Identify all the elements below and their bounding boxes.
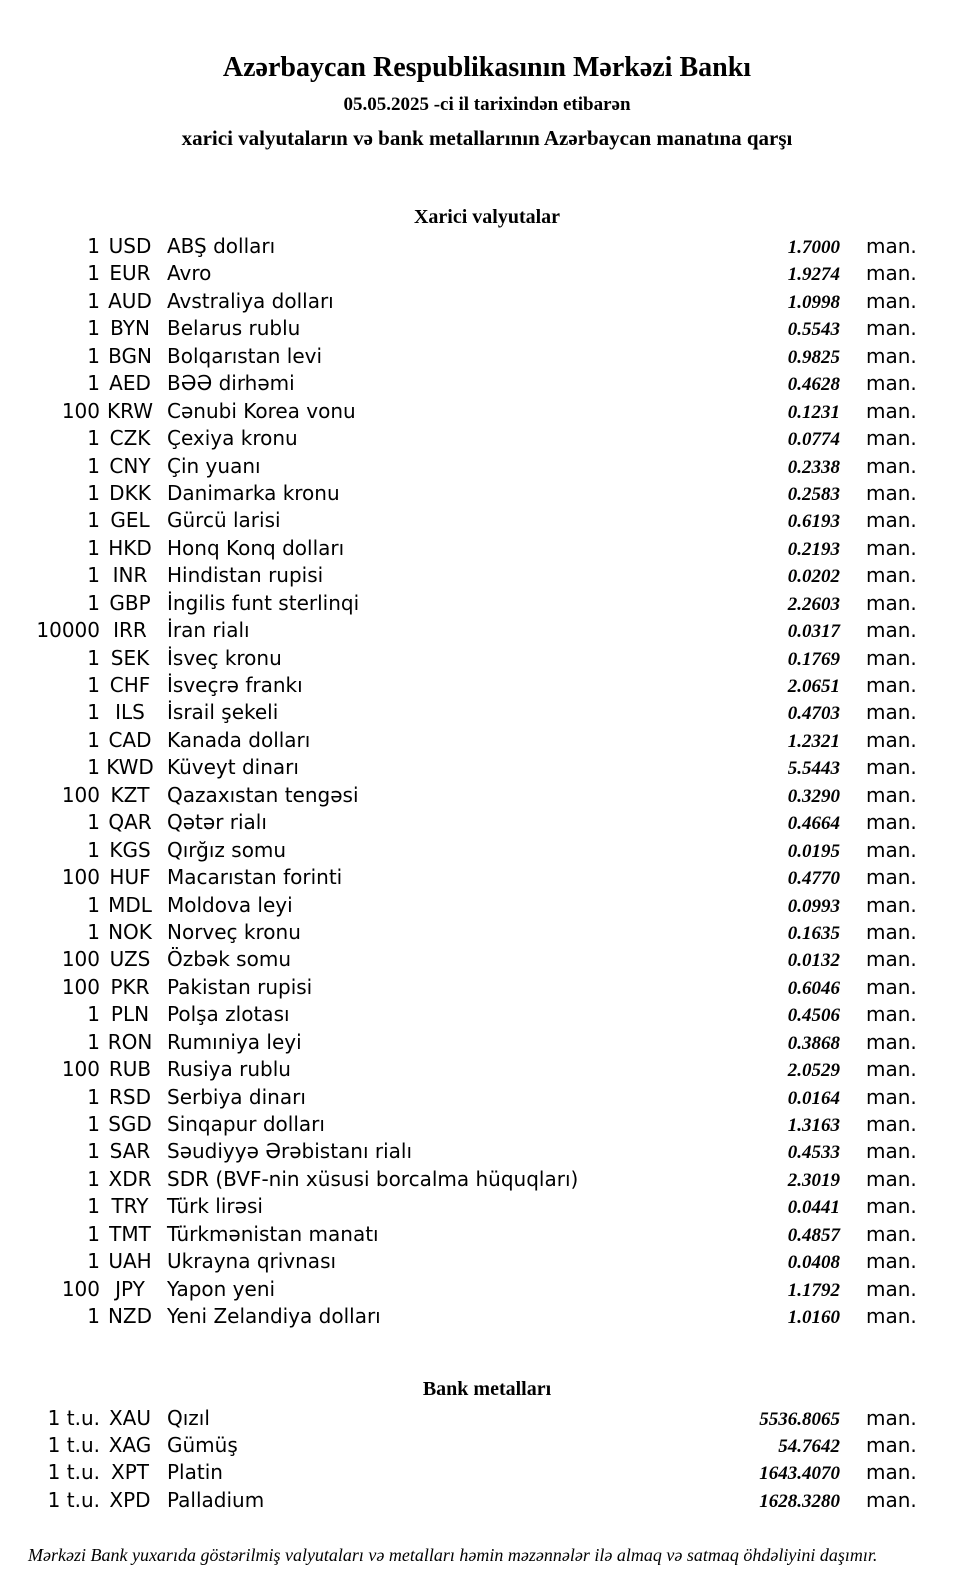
- rate-row: [0, 864, 974, 891]
- manat-unit-label: man.: [866, 755, 917, 780]
- currency-name: Palladium: [167, 1487, 265, 1512]
- rate-value: 1628.3280: [759, 1490, 840, 1512]
- rate-value: 1.2321: [787, 730, 840, 752]
- manat-unit-label: man.: [866, 508, 917, 533]
- currency-name: Sinqapur dolları: [167, 1112, 325, 1136]
- quantity-value: 100: [61, 1057, 100, 1082]
- quantity-value: 1: [87, 590, 100, 615]
- rate-value: 0.6046: [787, 977, 840, 999]
- manat-unit-label: man.: [866, 919, 917, 944]
- currency-name: İsrail şekeli: [167, 700, 279, 725]
- currency-code: XDR: [108, 1166, 152, 1191]
- currency-code: RSD: [109, 1084, 151, 1109]
- rate-value: 1643.4070: [759, 1463, 840, 1485]
- metals-section-title: Bank metalları: [422, 1377, 552, 1400]
- manat-unit-label: man.: [866, 453, 917, 478]
- rate-row: [0, 1276, 974, 1303]
- quantity-value: 1: [87, 892, 100, 917]
- manat-unit-label: man.: [866, 700, 917, 725]
- manat-unit-label: man.: [866, 947, 917, 972]
- rate-value: 0.2338: [787, 456, 840, 478]
- rate-row: [0, 1001, 974, 1028]
- manat-unit-label: man.: [866, 782, 917, 807]
- rate-row: [0, 727, 974, 754]
- rate-value: 0.0993: [787, 895, 840, 917]
- currency-code: AUD: [108, 288, 152, 313]
- currency-code: XAU: [108, 1405, 152, 1430]
- manat-unit-label: man.: [866, 1139, 917, 1164]
- currency-code: NZD: [107, 1304, 153, 1329]
- currency-name: Yapon yeni: [167, 1276, 276, 1301]
- manat-unit-label: man.: [866, 316, 917, 341]
- rate-value: 2.0651: [787, 676, 840, 697]
- rate-row: [0, 754, 974, 781]
- rate-row: [0, 535, 974, 562]
- quantity-value: 1: [87, 1166, 100, 1191]
- rate-value: 0.4664: [787, 813, 840, 835]
- rate-value: 2.0529: [787, 1060, 840, 1082]
- manat-unit-label: man.: [866, 288, 917, 313]
- currency-name: Ukrayna qrivnası: [167, 1249, 337, 1274]
- manat-unit-label: man.: [866, 1057, 917, 1082]
- quantity-value: 10000: [36, 618, 100, 643]
- currency-name: Çin yuanı: [167, 453, 261, 478]
- manat-unit-label: man.: [866, 1002, 917, 1027]
- manat-unit-label: man.: [866, 1304, 917, 1329]
- rate-row: [0, 1138, 974, 1165]
- rate-value: 1.3163: [787, 1115, 840, 1136]
- manat-unit-label: man.: [866, 261, 917, 286]
- rate-row: [0, 343, 974, 370]
- quantity-value: 1: [87, 343, 100, 368]
- manat-unit-label: man.: [866, 892, 917, 917]
- quantity-value: 1 t.u.: [47, 1487, 100, 1512]
- currency-code: EUR: [109, 261, 151, 286]
- currency-name: Qızıl: [167, 1405, 210, 1430]
- rate-row: [0, 1303, 974, 1330]
- quantity-value: 100: [61, 947, 100, 972]
- manat-unit-label: man.: [866, 1432, 917, 1457]
- rate-value: 0.0441: [787, 1197, 840, 1219]
- rate-row: [0, 1221, 974, 1248]
- currency-code: INR: [112, 563, 148, 588]
- currency-code: SGD: [108, 1112, 152, 1136]
- rate-value: 0.4770: [787, 868, 840, 890]
- rate-row: [0, 425, 974, 452]
- effective-date-line: 05.05.2025 -ci il tarixindən etibarən: [343, 94, 631, 115]
- manat-unit-label: man.: [866, 535, 917, 560]
- currency-name: Belarus rublu: [167, 316, 301, 341]
- currency-name: Bolqarıstan levi: [167, 343, 323, 368]
- rate-row: [0, 1487, 974, 1514]
- disclaimer-note: Mərkəzi Bank yuxarıda göstərilmiş valyutaları və metalları həmin məzənnələr ilə almaq və satmaq öhdəliyini daşımır.: [28, 1545, 878, 1566]
- currency-code: USD: [108, 234, 152, 258]
- rate-value: 0.0164: [787, 1087, 840, 1109]
- currency-code: TMT: [109, 1221, 151, 1246]
- rate-row: [0, 1056, 974, 1083]
- currency-code: CAD: [108, 727, 152, 752]
- rate-value: 0.4703: [787, 703, 840, 725]
- currency-name: İsveç kronu: [167, 645, 282, 670]
- currency-code: HKD: [108, 535, 152, 560]
- quantity-value: 1: [87, 1304, 100, 1329]
- currency-name: Qətər rialı: [167, 810, 267, 835]
- rate-value: 0.4628: [787, 374, 840, 396]
- rate-value: 0.2583: [787, 483, 840, 505]
- quantity-value: 1: [87, 1029, 100, 1054]
- quantity-value: 1: [87, 261, 100, 286]
- quantity-value: 1: [87, 810, 100, 835]
- rate-value: 0.1231: [787, 401, 840, 423]
- quantity-value: 1: [87, 1112, 100, 1136]
- currency-name: Cənubi Korea vonu: [167, 398, 356, 423]
- currency-code: BYN: [110, 316, 150, 341]
- currency-code: SAR: [109, 1139, 151, 1164]
- currency-name: Gümüş: [167, 1432, 238, 1457]
- rate-value: 0.0317: [787, 621, 840, 643]
- rate-value: 0.1635: [787, 922, 840, 944]
- currency-code: UZS: [109, 947, 151, 972]
- currency-name: Türkmənistan manatı: [167, 1221, 379, 1246]
- rate-value: 0.0202: [787, 566, 840, 588]
- manat-unit-label: man.: [866, 1405, 917, 1430]
- currency-name: SDR (BVF-nin xüsusi borcalma hüquqları): [167, 1166, 579, 1191]
- rate-value: 2.2603: [787, 593, 840, 615]
- rate-row: [0, 562, 974, 589]
- currency-code: JPY: [115, 1276, 145, 1301]
- quantity-value: 1: [87, 1002, 100, 1027]
- quantity-value: 1 t.u.: [47, 1405, 100, 1430]
- manat-unit-label: man.: [866, 673, 917, 697]
- currency-code: MDL: [108, 892, 152, 917]
- manat-unit-label: man.: [866, 837, 917, 862]
- currency-name: Çexiya kronu: [167, 426, 298, 451]
- currency-code: KGS: [109, 837, 151, 862]
- manat-unit-label: man.: [866, 645, 917, 670]
- rate-row: [0, 699, 974, 726]
- currency-code: CNY: [109, 453, 151, 478]
- currency-name: Macarıstan forinti: [167, 865, 343, 890]
- quantity-value: 1: [87, 919, 100, 944]
- rate-row: [0, 837, 974, 864]
- quantity-value: 100: [61, 865, 100, 890]
- rate-value: 2.3019: [787, 1169, 840, 1191]
- rate-value: 0.3290: [787, 785, 840, 807]
- rate-row: [0, 1029, 974, 1056]
- quantity-value: 1: [87, 453, 100, 478]
- currency-name: Danimarka kronu: [167, 480, 340, 505]
- currency-code: GEL: [110, 508, 150, 533]
- quantity-value: 100: [61, 782, 100, 807]
- quantity-value: 1: [87, 645, 100, 670]
- currency-name: Platin: [167, 1460, 223, 1485]
- currency-name: Hindistan rupisi: [167, 563, 324, 588]
- rate-value: 0.2193: [787, 538, 840, 560]
- rate-row: [0, 398, 974, 425]
- manat-unit-label: man.: [866, 810, 917, 835]
- currency-code: PLN: [110, 1002, 150, 1027]
- quantity-value: 1: [87, 837, 100, 862]
- currency-name: Qırğız somu: [167, 837, 287, 862]
- quantity-value: 100: [61, 398, 100, 423]
- quantity-value: 1: [87, 480, 100, 505]
- quantity-value: 1: [87, 234, 100, 258]
- currency-code: HUF: [109, 865, 151, 890]
- rate-value: 0.4506: [787, 1005, 840, 1027]
- rate-row: [0, 315, 974, 342]
- currency-name: Moldova leyi: [167, 892, 293, 917]
- currency-code: PKR: [110, 974, 150, 999]
- currency-name: İngilis funt sterlinqi: [167, 590, 360, 615]
- currencies-table: [0, 233, 974, 1331]
- manat-unit-label: man.: [866, 1487, 917, 1512]
- rate-row: [0, 1111, 974, 1138]
- rate-row: [0, 1432, 974, 1459]
- rate-row: [0, 233, 974, 260]
- currency-name: Özbək somu: [167, 947, 291, 972]
- currency-name: ABŞ dolları: [167, 234, 276, 258]
- manat-unit-label: man.: [866, 1166, 917, 1191]
- currency-code: DKK: [109, 480, 151, 505]
- rate-value: 0.3868: [787, 1032, 840, 1054]
- manat-unit-label: man.: [866, 563, 917, 588]
- manat-unit-label: man.: [866, 398, 917, 423]
- rate-value: 1.9274: [787, 264, 840, 286]
- quantity-value: 1: [87, 1249, 100, 1274]
- rate-value: 0.4533: [787, 1142, 840, 1164]
- currency-name: Avro: [167, 261, 212, 286]
- manat-unit-label: man.: [866, 618, 917, 643]
- currency-name: Serbiya dinarı: [167, 1084, 306, 1109]
- currency-name: Türk lirəsi: [167, 1194, 263, 1219]
- currency-code: NOK: [108, 919, 152, 944]
- manat-unit-label: man.: [866, 1249, 917, 1274]
- currency-name: BƏƏ dirhəmi: [167, 371, 295, 396]
- rate-row: [0, 1405, 974, 1432]
- currency-code: KZT: [110, 782, 150, 807]
- manat-unit-label: man.: [866, 1460, 917, 1485]
- rate-row: [0, 453, 974, 480]
- rate-row: [0, 919, 974, 946]
- quantity-value: 1: [87, 727, 100, 752]
- currency-code: XPD: [109, 1487, 151, 1512]
- rate-row: [0, 1193, 974, 1220]
- manat-unit-label: man.: [866, 1276, 917, 1301]
- currency-code: XPT: [111, 1460, 149, 1485]
- currency-code: KRW: [107, 398, 153, 423]
- rate-value: 0.6193: [787, 511, 840, 533]
- manat-unit-label: man.: [866, 371, 917, 396]
- rate-row: [0, 672, 974, 699]
- currency-name: Səudiyyə Ərəbistanı rialı: [167, 1139, 413, 1164]
- currency-code: BGN: [108, 343, 152, 368]
- quantity-value: 1: [87, 1194, 100, 1219]
- currency-code: QAR: [108, 810, 152, 835]
- rate-value: 0.9825: [787, 346, 840, 368]
- rate-value: 0.4857: [787, 1224, 840, 1246]
- rate-row: [0, 782, 974, 809]
- quantity-value: 1: [87, 316, 100, 341]
- rate-value: 0.0195: [787, 840, 840, 862]
- quantity-value: 1 t.u.: [47, 1460, 100, 1485]
- rate-row: [0, 809, 974, 836]
- quantity-value: 1: [87, 426, 100, 451]
- currency-code: IRR: [113, 618, 147, 643]
- rate-row: [0, 370, 974, 397]
- rate-value: 1.7000: [787, 237, 840, 258]
- quantity-value: 1: [87, 1221, 100, 1246]
- currency-name: Küveyt dinarı: [167, 755, 299, 780]
- quantity-value: 100: [61, 1276, 100, 1301]
- currency-name: İran rialı: [167, 618, 250, 643]
- rate-value: 0.0132: [787, 950, 840, 972]
- rate-row: [0, 617, 974, 644]
- quantity-value: 1: [87, 288, 100, 313]
- scope-line: xarici valyutaların və bank metallarının Azərbaycan manatına qarşı: [181, 126, 793, 150]
- currency-name: Kanada dolları: [167, 727, 311, 752]
- rate-row: [0, 1248, 974, 1275]
- currency-code: CHF: [109, 673, 151, 697]
- metals-table: [0, 1405, 974, 1515]
- manat-unit-label: man.: [866, 1194, 917, 1219]
- manat-unit-label: man.: [866, 1112, 917, 1136]
- currency-name: Rusiya rublu: [167, 1057, 291, 1082]
- quantity-value: 100: [61, 974, 100, 999]
- currency-code: AED: [109, 371, 151, 396]
- quantity-value: 1: [87, 700, 100, 725]
- manat-unit-label: man.: [866, 865, 917, 890]
- rate-value: 0.0408: [787, 1252, 840, 1274]
- quantity-value: 1: [87, 1139, 100, 1164]
- quantity-value: 1: [87, 371, 100, 396]
- currency-name: Yeni Zelandiya dolları: [167, 1304, 381, 1329]
- quantity-value: 1: [87, 563, 100, 588]
- rate-value: 5536.8065: [759, 1408, 840, 1430]
- manat-unit-label: man.: [866, 1084, 917, 1109]
- page-title: Azərbaycan Respublikasının Mərkəzi Bankı: [222, 52, 752, 83]
- currency-code: ILS: [115, 700, 145, 725]
- currency-name: Polşa zlotası: [167, 1002, 290, 1027]
- quantity-value: 1 t.u.: [47, 1432, 100, 1457]
- currency-code: CZK: [109, 426, 151, 451]
- manat-unit-label: man.: [866, 974, 917, 999]
- rate-row: [0, 892, 974, 919]
- quantity-value: 1: [87, 755, 100, 780]
- manat-unit-label: man.: [866, 1029, 917, 1054]
- currencies-section-title: Xarici valyutalar: [413, 206, 561, 228]
- rate-value: 54.7642: [778, 1435, 840, 1457]
- manat-unit-label: man.: [866, 343, 917, 368]
- rate-row: [0, 260, 974, 287]
- rate-value: 1.0160: [787, 1307, 840, 1329]
- currency-code: RUB: [108, 1057, 152, 1082]
- manat-unit-label: man.: [866, 727, 917, 752]
- currency-code: SEK: [110, 645, 150, 670]
- rate-row: [0, 974, 974, 1001]
- manat-unit-label: man.: [866, 480, 917, 505]
- currency-code: KWD: [106, 755, 154, 780]
- currency-name: İsveçrə frankı: [167, 673, 303, 697]
- currency-name: Gürcü larisi: [167, 508, 281, 533]
- manat-unit-label: man.: [866, 234, 917, 258]
- rate-row: [0, 1084, 974, 1111]
- rate-row: [0, 590, 974, 617]
- manat-unit-label: man.: [866, 1221, 917, 1246]
- currency-code: UAH: [108, 1249, 152, 1274]
- currency-code: RON: [107, 1029, 153, 1054]
- rate-value: 5.5443: [787, 758, 840, 780]
- quantity-value: 1: [87, 535, 100, 560]
- rate-value: 0.1769: [787, 648, 840, 670]
- rate-value: 0.0774: [787, 429, 840, 451]
- rate-value: 1.0998: [787, 291, 840, 313]
- quantity-value: 1: [87, 1084, 100, 1109]
- currency-code: XAG: [108, 1432, 152, 1457]
- rate-value: 0.5543: [787, 319, 840, 341]
- rate-row: [0, 1459, 974, 1486]
- currency-code: GBP: [109, 590, 151, 615]
- rate-row: [0, 1166, 974, 1193]
- manat-unit-label: man.: [866, 426, 917, 451]
- rate-row: [0, 946, 974, 973]
- currency-name: Rumıniya leyi: [167, 1029, 302, 1054]
- rate-row: [0, 288, 974, 315]
- currency-code: TRY: [111, 1194, 149, 1219]
- currency-name: Honq Konq dolları: [167, 535, 345, 560]
- rate-row: [0, 480, 974, 507]
- currency-name: Pakistan rupisi: [167, 974, 313, 999]
- currency-name: Norveç kronu: [167, 919, 301, 944]
- currency-name: Avstraliya dolları: [167, 288, 334, 313]
- rate-row: [0, 645, 974, 672]
- rate-row: [0, 507, 974, 534]
- quantity-value: 1: [87, 508, 100, 533]
- manat-unit-label: man.: [866, 590, 917, 615]
- quantity-value: 1: [87, 673, 100, 697]
- rate-value: 1.1792: [787, 1279, 840, 1301]
- currency-name: Qazaxıstan tengəsi: [167, 782, 359, 807]
